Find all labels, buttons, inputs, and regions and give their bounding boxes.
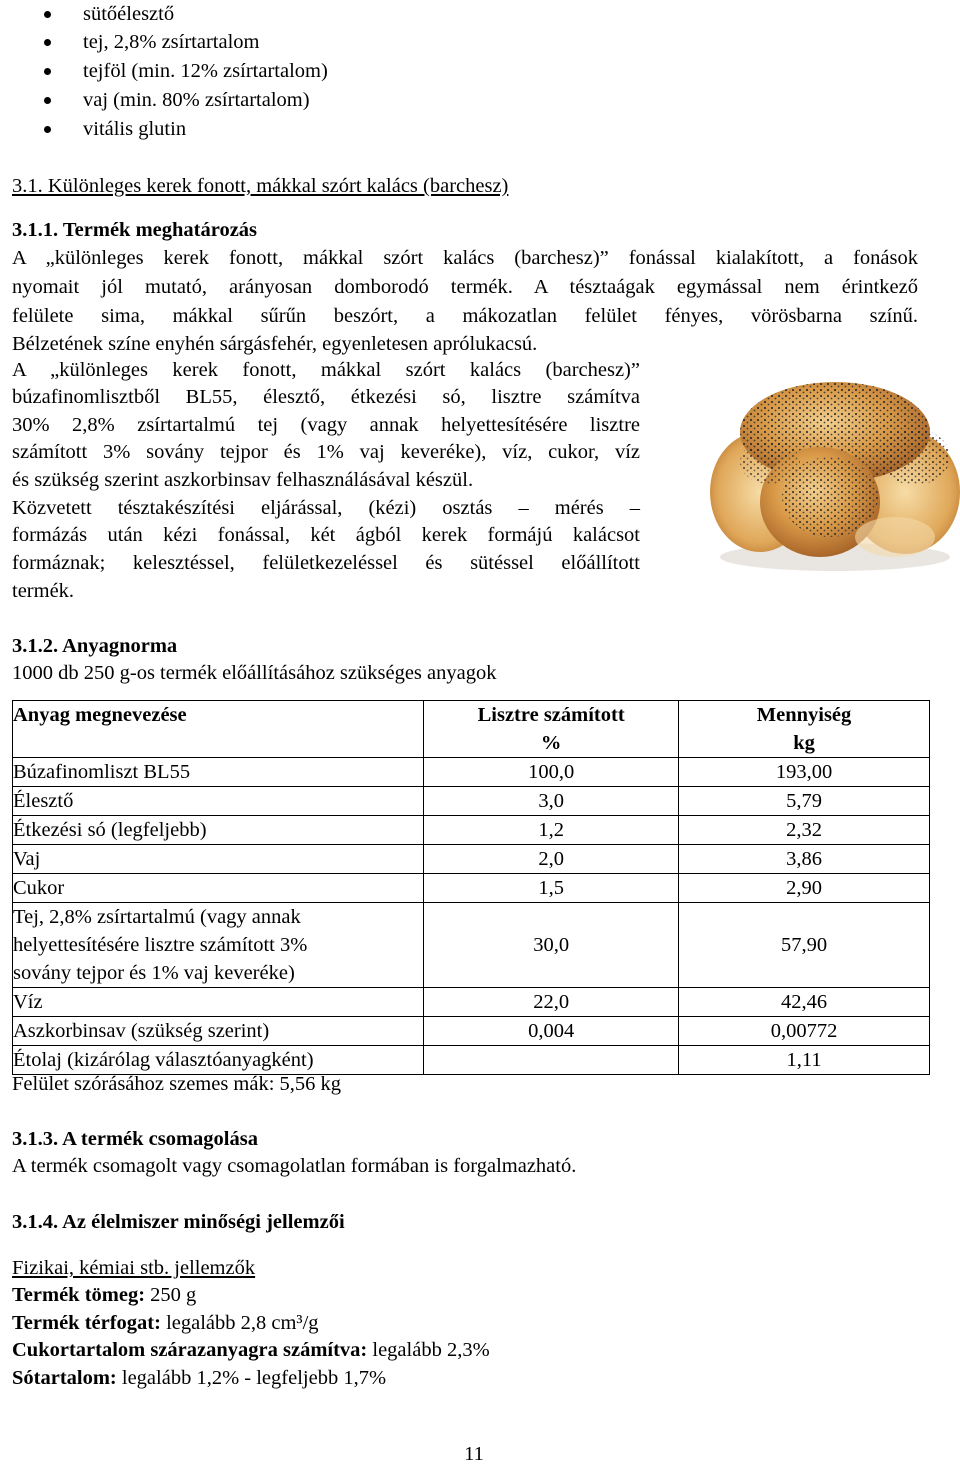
- table-row: Étkezési só (legfeljebb) 1,2 2,32: [13, 816, 930, 845]
- table-header-row: [13, 701, 930, 758]
- column-header: Anyag megnevezése: [13, 701, 424, 758]
- table-row: Élesztő 3,0 5,79: [13, 787, 930, 816]
- table-cell-multiline: Tej, 2,8% zsírtartalmú (vagy annak helyettesítésére lisztre számított 3% sovány tejpor és 1% vaj keveréke): [13, 903, 424, 988]
- column-header: Mennyiség kg: [679, 701, 930, 758]
- heading-3-1-4: 3.1.4. Az élelmiszer minőségi jellemzői: [12, 1211, 345, 1233]
- table-row: Búzafinomliszt BL55 100,0 193,00: [13, 758, 930, 787]
- heading-3-1-1: 3.1.1. Termék meghatározás: [12, 219, 258, 241]
- bullet-icon: [44, 126, 51, 133]
- table-row: Aszkorbinsav (szükség szerint) 0,004 0,00772: [13, 1017, 930, 1046]
- bullet-icon: [44, 11, 51, 18]
- heading-3-1-3: 3.1.3. A termék csomagolása: [12, 1128, 258, 1150]
- paragraph-line: formáznak; kelesztéssel, felületkezeléssel és sütéssel előállított: [12, 552, 640, 574]
- table-row: Vaj 2,0 3,86: [13, 845, 930, 874]
- bullet-icon: [44, 39, 51, 46]
- paragraph-line: és szükség szerint aszkorbinsav felhasználásával készül.: [12, 469, 474, 491]
- paragraph-line: A „különleges kerek fonott, mákkal szórt kalács (barchesz)” fonással kialakított, a fonások: [12, 247, 918, 269]
- property-line: Termék tömeg: 250 g: [12, 1284, 197, 1306]
- property-line: Termék térfogat: legalább 2,8 cm³/g: [12, 1312, 319, 1334]
- column-header: Lisztre számított %: [424, 701, 679, 758]
- bullet-icon: [44, 97, 51, 104]
- table-caption: 1000 db 250 g-os termék előállításához szükséges anyagok: [12, 662, 497, 684]
- packaging-text: A termék csomagolt vagy csomagolatlan formában is forgalmazható.: [12, 1155, 577, 1177]
- paragraph-line: számított 3% sovány tejpor és 1% vaj keveréke), víz, cukor, víz: [12, 441, 640, 463]
- poppy-seed-challah-image: [700, 352, 960, 592]
- subheading-physical-chemical: Fizikai, kémiai stb. jellemzők: [12, 1257, 256, 1279]
- paragraph-line: Közvetett tésztakészítési eljárással, (kézi) osztás – mérés –: [12, 497, 640, 519]
- paragraph-line: 30% 2,8% zsírtartalmú tej (vagy annak helyettesítésére lisztre: [12, 414, 640, 436]
- paragraph-line: termék.: [12, 580, 75, 602]
- page-number: 11: [464, 1443, 484, 1465]
- bullet-icon: [44, 68, 51, 75]
- table-row: Cukor 1,5 2,90: [13, 874, 930, 903]
- paragraph-line: felülete sima, mákkal sűrűn beszórt, a mákozatlan felület fényes, vörösbarna színű.: [12, 305, 918, 327]
- material-norm-table: [12, 700, 930, 1075]
- section-title: 3.1. Különleges kerek fonott, mákkal szórt kalács (barchesz): [12, 175, 509, 197]
- property-line: Sótartalom: legalább 1,2% - legfeljebb 1,7%: [12, 1367, 387, 1389]
- paragraph-line: búzafinomlisztből BL55, élesztő, étkezési só, lisztre számítva: [12, 386, 640, 408]
- table-row: Víz 22,0 42,46: [13, 988, 930, 1017]
- heading-3-1-2: 3.1.2. Anyagnorma: [12, 635, 178, 657]
- table-footer-note: Felület szórásához szemes mák: 5,56 kg: [12, 1073, 342, 1095]
- property-line: Cukortartalom szárazanyagra számítva: legalább 2,3%: [12, 1339, 490, 1361]
- paragraph-line: A „különleges kerek fonott, mákkal szórt kalács (barchesz)”: [12, 359, 640, 381]
- paragraph-line: nyomait jól mutató, arányosan domborodó termék. A tésztaágak egymással nem érintkező: [12, 276, 918, 298]
- paragraph-line: formázás után kézi fonással, két ágból kerek formájú kalácsot: [12, 524, 640, 546]
- table-row: Étolaj (kizárólag választóanyagként) 1,11: [13, 1046, 930, 1075]
- paragraph-line: Bélzetének színe enyhén sárgásfehér, egyenletesen aprólukacsú.: [12, 333, 538, 355]
- table-row: Tej, 2,8% zsírtartalmú (vagy annak helyettesítésére lisztre számított 3% sovány tejpor és 1% vaj keveréke) 30,0 57,90: [13, 903, 930, 988]
